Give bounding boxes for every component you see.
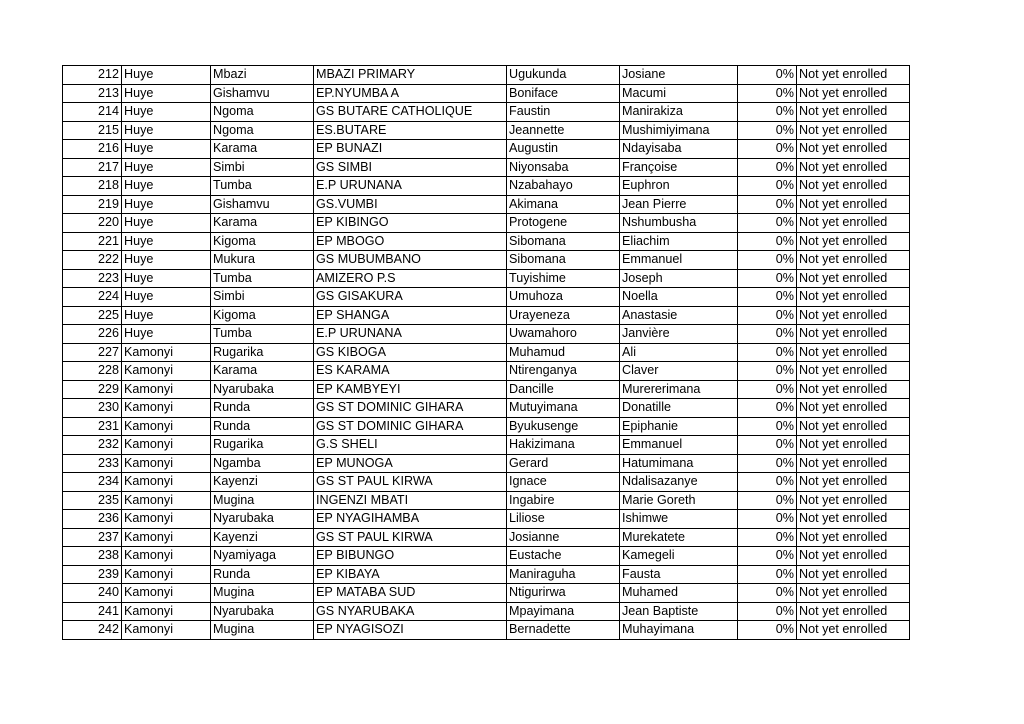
district-cell: Huye xyxy=(122,269,211,288)
status-cell: Not yet enrolled xyxy=(797,251,910,270)
first-name-cell: Liliose xyxy=(507,510,620,529)
table-row xyxy=(63,158,910,177)
last-name-cell: Hatumimana xyxy=(620,454,738,473)
row-number-cell: 231 xyxy=(63,417,122,436)
table-row xyxy=(63,103,910,122)
progress-cell: 0% xyxy=(738,399,797,418)
status-cell: Not yet enrolled xyxy=(797,565,910,584)
first-name-cell: Maniraguha xyxy=(507,565,620,584)
sector-cell: Ngoma xyxy=(211,103,314,122)
last-name-cell: Mushimiyimana xyxy=(620,121,738,140)
last-name-cell: Murekatete xyxy=(620,528,738,547)
first-name-cell: Tuyishime xyxy=(507,269,620,288)
table-row xyxy=(63,436,910,455)
status-cell: Not yet enrolled xyxy=(797,454,910,473)
row-number-cell: 233 xyxy=(63,454,122,473)
school-cell: GS ST PAUL KIRWA xyxy=(314,473,507,492)
district-cell: Huye xyxy=(122,121,211,140)
first-name-cell: Muhamud xyxy=(507,343,620,362)
progress-cell: 0% xyxy=(738,66,797,85)
status-cell: Not yet enrolled xyxy=(797,584,910,603)
sector-cell: Nyarubaka xyxy=(211,380,314,399)
progress-cell: 0% xyxy=(738,232,797,251)
row-number-cell: 238 xyxy=(63,547,122,566)
table-row xyxy=(63,121,910,140)
table-row xyxy=(63,269,910,288)
status-cell: Not yet enrolled xyxy=(797,491,910,510)
first-name-cell: Byukusenge xyxy=(507,417,620,436)
district-cell: Huye xyxy=(122,177,211,196)
district-cell: Huye xyxy=(122,66,211,85)
progress-cell: 0% xyxy=(738,269,797,288)
district-cell: Huye xyxy=(122,103,211,122)
first-name-cell: Ntirenganya xyxy=(507,362,620,381)
district-cell: Kamonyi xyxy=(122,565,211,584)
school-cell: E.P URUNANA xyxy=(314,325,507,344)
progress-cell: 0% xyxy=(738,454,797,473)
table-row xyxy=(63,66,910,85)
school-cell: EP MUNOGA xyxy=(314,454,507,473)
school-cell: ES.BUTARE xyxy=(314,121,507,140)
last-name-cell: Nshumbusha xyxy=(620,214,738,233)
progress-cell: 0% xyxy=(738,103,797,122)
status-cell: Not yet enrolled xyxy=(797,158,910,177)
progress-cell: 0% xyxy=(738,362,797,381)
status-cell: Not yet enrolled xyxy=(797,621,910,640)
sector-cell: Tumba xyxy=(211,269,314,288)
last-name-cell: Ndalisazanye xyxy=(620,473,738,492)
sector-cell: Mugina xyxy=(211,491,314,510)
row-number-cell: 213 xyxy=(63,84,122,103)
sector-cell: Runda xyxy=(211,399,314,418)
progress-cell: 0% xyxy=(738,417,797,436)
sector-cell: Ngoma xyxy=(211,121,314,140)
school-cell: EP NYAGISOZI xyxy=(314,621,507,640)
first-name-cell: Augustin xyxy=(507,140,620,159)
district-cell: Kamonyi xyxy=(122,528,211,547)
progress-cell: 0% xyxy=(738,177,797,196)
sector-cell: Karama xyxy=(211,214,314,233)
status-cell: Not yet enrolled xyxy=(797,288,910,307)
progress-cell: 0% xyxy=(738,491,797,510)
school-cell: EP KAMBYEYI xyxy=(314,380,507,399)
district-cell: Huye xyxy=(122,288,211,307)
school-cell: GS MUBUMBANO xyxy=(314,251,507,270)
first-name-cell: Uwamahoro xyxy=(507,325,620,344)
row-number-cell: 212 xyxy=(63,66,122,85)
row-number-cell: 220 xyxy=(63,214,122,233)
progress-cell: 0% xyxy=(738,140,797,159)
sector-cell: Kayenzi xyxy=(211,473,314,492)
table-row xyxy=(63,584,910,603)
status-cell: Not yet enrolled xyxy=(797,510,910,529)
last-name-cell: Emmanuel xyxy=(620,436,738,455)
first-name-cell: Niyonsaba xyxy=(507,158,620,177)
school-cell: GS SIMBI xyxy=(314,158,507,177)
table-row xyxy=(63,528,910,547)
row-number-cell: 218 xyxy=(63,177,122,196)
table-row xyxy=(63,510,910,529)
district-cell: Huye xyxy=(122,158,211,177)
district-cell: Huye xyxy=(122,140,211,159)
district-cell: Kamonyi xyxy=(122,621,211,640)
progress-cell: 0% xyxy=(738,288,797,307)
district-cell: Huye xyxy=(122,325,211,344)
sector-cell: Tumba xyxy=(211,325,314,344)
row-number-cell: 229 xyxy=(63,380,122,399)
status-cell: Not yet enrolled xyxy=(797,306,910,325)
school-cell: MBAZI PRIMARY xyxy=(314,66,507,85)
school-cell: EP KIBAYA xyxy=(314,565,507,584)
district-cell: Huye xyxy=(122,84,211,103)
row-number-cell: 237 xyxy=(63,528,122,547)
last-name-cell: Epiphanie xyxy=(620,417,738,436)
row-number-cell: 236 xyxy=(63,510,122,529)
row-number-cell: 228 xyxy=(63,362,122,381)
table-row xyxy=(63,177,910,196)
first-name-cell: Gerard xyxy=(507,454,620,473)
first-name-cell: Faustin xyxy=(507,103,620,122)
row-number-cell: 230 xyxy=(63,399,122,418)
school-cell: EP NYAGIHAMBA xyxy=(314,510,507,529)
progress-cell: 0% xyxy=(738,251,797,270)
row-number-cell: 214 xyxy=(63,103,122,122)
table-row xyxy=(63,214,910,233)
row-number-cell: 215 xyxy=(63,121,122,140)
first-name-cell: Bernadette xyxy=(507,621,620,640)
school-cell: G.S SHELI xyxy=(314,436,507,455)
table-row xyxy=(63,251,910,270)
status-cell: Not yet enrolled xyxy=(797,602,910,621)
table-row xyxy=(63,473,910,492)
table-row xyxy=(63,380,910,399)
row-number-cell: 241 xyxy=(63,602,122,621)
district-cell: Huye xyxy=(122,195,211,214)
progress-cell: 0% xyxy=(738,84,797,103)
last-name-cell: Jean Pierre xyxy=(620,195,738,214)
row-number-cell: 239 xyxy=(63,565,122,584)
district-cell: Kamonyi xyxy=(122,343,211,362)
first-name-cell: Josianne xyxy=(507,528,620,547)
last-name-cell: Murererimana xyxy=(620,380,738,399)
sector-cell: Mugina xyxy=(211,584,314,603)
sector-cell: Mukura xyxy=(211,251,314,270)
first-name-cell: Hakizimana xyxy=(507,436,620,455)
school-cell: GS KIBOGA xyxy=(314,343,507,362)
last-name-cell: Noella xyxy=(620,288,738,307)
progress-cell: 0% xyxy=(738,510,797,529)
school-cell: ES KARAMA xyxy=(314,362,507,381)
progress-cell: 0% xyxy=(738,380,797,399)
district-cell: Kamonyi xyxy=(122,454,211,473)
progress-cell: 0% xyxy=(738,584,797,603)
sector-cell: Tumba xyxy=(211,177,314,196)
last-name-cell: Emmanuel xyxy=(620,251,738,270)
district-cell: Huye xyxy=(122,214,211,233)
table-row xyxy=(63,195,910,214)
school-cell: EP BUNAZI xyxy=(314,140,507,159)
row-number-cell: 240 xyxy=(63,584,122,603)
table-row xyxy=(63,565,910,584)
sector-cell: Nyamiyaga xyxy=(211,547,314,566)
status-cell: Not yet enrolled xyxy=(797,547,910,566)
district-cell: Kamonyi xyxy=(122,417,211,436)
last-name-cell: Jean Baptiste xyxy=(620,602,738,621)
row-number-cell: 223 xyxy=(63,269,122,288)
district-cell: Kamonyi xyxy=(122,362,211,381)
school-cell: GS GISAKURA xyxy=(314,288,507,307)
first-name-cell: Ingabire xyxy=(507,491,620,510)
first-name-cell: Boniface xyxy=(507,84,620,103)
last-name-cell: Fausta xyxy=(620,565,738,584)
row-number-cell: 216 xyxy=(63,140,122,159)
last-name-cell: Anastasie xyxy=(620,306,738,325)
district-cell: Kamonyi xyxy=(122,399,211,418)
first-name-cell: Protogene xyxy=(507,214,620,233)
status-cell: Not yet enrolled xyxy=(797,436,910,455)
status-cell: Not yet enrolled xyxy=(797,232,910,251)
progress-cell: 0% xyxy=(738,158,797,177)
last-name-cell: Janvière xyxy=(620,325,738,344)
first-name-cell: Umuhoza xyxy=(507,288,620,307)
school-cell: GS NYARUBAKA xyxy=(314,602,507,621)
status-cell: Not yet enrolled xyxy=(797,66,910,85)
sector-cell: Gishamvu xyxy=(211,84,314,103)
last-name-cell: Kamegeli xyxy=(620,547,738,566)
school-cell: GS ST DOMINIC GIHARA xyxy=(314,399,507,418)
row-number-cell: 227 xyxy=(63,343,122,362)
district-cell: Kamonyi xyxy=(122,380,211,399)
status-cell: Not yet enrolled xyxy=(797,177,910,196)
school-cell: EP.NYUMBA A xyxy=(314,84,507,103)
status-cell: Not yet enrolled xyxy=(797,214,910,233)
sector-cell: Mbazi xyxy=(211,66,314,85)
district-cell: Huye xyxy=(122,232,211,251)
progress-cell: 0% xyxy=(738,121,797,140)
school-cell: INGENZI MBATI xyxy=(314,491,507,510)
table-row xyxy=(63,306,910,325)
status-cell: Not yet enrolled xyxy=(797,473,910,492)
district-cell: Huye xyxy=(122,306,211,325)
last-name-cell: Donatille xyxy=(620,399,738,418)
district-cell: Kamonyi xyxy=(122,547,211,566)
first-name-cell: Sibomana xyxy=(507,232,620,251)
first-name-cell: Eustache xyxy=(507,547,620,566)
status-cell: Not yet enrolled xyxy=(797,343,910,362)
row-number-cell: 226 xyxy=(63,325,122,344)
sector-cell: Karama xyxy=(211,140,314,159)
table-row xyxy=(63,232,910,251)
district-cell: Kamonyi xyxy=(122,510,211,529)
first-name-cell: Sibomana xyxy=(507,251,620,270)
first-name-cell: Dancille xyxy=(507,380,620,399)
sector-cell: Nyarubaka xyxy=(211,510,314,529)
status-cell: Not yet enrolled xyxy=(797,417,910,436)
status-cell: Not yet enrolled xyxy=(797,528,910,547)
school-cell: EP MBOGO xyxy=(314,232,507,251)
sector-cell: Rugarika xyxy=(211,343,314,362)
district-cell: Kamonyi xyxy=(122,436,211,455)
row-number-cell: 235 xyxy=(63,491,122,510)
status-cell: Not yet enrolled xyxy=(797,140,910,159)
status-cell: Not yet enrolled xyxy=(797,380,910,399)
first-name-cell: Mutuyimana xyxy=(507,399,620,418)
school-cell: E.P URUNANA xyxy=(314,177,507,196)
table-row xyxy=(63,547,910,566)
last-name-cell: Macumi xyxy=(620,84,738,103)
first-name-cell: Akimana xyxy=(507,195,620,214)
last-name-cell: Marie Goreth xyxy=(620,491,738,510)
row-number-cell: 221 xyxy=(63,232,122,251)
status-cell: Not yet enrolled xyxy=(797,362,910,381)
school-cell: EP KIBINGO xyxy=(314,214,507,233)
school-cell: EP MATABA SUD xyxy=(314,584,507,603)
last-name-cell: Euphron xyxy=(620,177,738,196)
first-name-cell: Ignace xyxy=(507,473,620,492)
status-cell: Not yet enrolled xyxy=(797,84,910,103)
school-cell: GS ST DOMINIC GIHARA xyxy=(314,417,507,436)
last-name-cell: Ishimwe xyxy=(620,510,738,529)
district-cell: Kamonyi xyxy=(122,602,211,621)
first-name-cell: Mpayimana xyxy=(507,602,620,621)
last-name-cell: Eliachim xyxy=(620,232,738,251)
sector-cell: Runda xyxy=(211,417,314,436)
table-row xyxy=(63,288,910,307)
progress-cell: 0% xyxy=(738,325,797,344)
spreadsheet-page xyxy=(62,65,910,640)
last-name-cell: Josiane xyxy=(620,66,738,85)
district-cell: Huye xyxy=(122,251,211,270)
table-row xyxy=(63,84,910,103)
first-name-cell: Nzabahayo xyxy=(507,177,620,196)
school-cell: GS.VUMBI xyxy=(314,195,507,214)
progress-cell: 0% xyxy=(738,602,797,621)
table-row xyxy=(63,362,910,381)
status-cell: Not yet enrolled xyxy=(797,121,910,140)
progress-cell: 0% xyxy=(738,473,797,492)
first-name-cell: Ntigurirwa xyxy=(507,584,620,603)
sector-cell: Simbi xyxy=(211,158,314,177)
table-row xyxy=(63,325,910,344)
school-cell: AMIZERO P.S xyxy=(314,269,507,288)
last-name-cell: Muhamed xyxy=(620,584,738,603)
table-row xyxy=(63,454,910,473)
progress-cell: 0% xyxy=(738,306,797,325)
row-number-cell: 234 xyxy=(63,473,122,492)
table-body xyxy=(63,66,910,640)
status-cell: Not yet enrolled xyxy=(797,399,910,418)
sector-cell: Runda xyxy=(211,565,314,584)
row-number-cell: 225 xyxy=(63,306,122,325)
enrollment-table xyxy=(62,65,910,640)
last-name-cell: Claver xyxy=(620,362,738,381)
last-name-cell: Muhayimana xyxy=(620,621,738,640)
progress-cell: 0% xyxy=(738,547,797,566)
first-name-cell: Urayeneza xyxy=(507,306,620,325)
progress-cell: 0% xyxy=(738,195,797,214)
table-row xyxy=(63,399,910,418)
table-row xyxy=(63,417,910,436)
row-number-cell: 232 xyxy=(63,436,122,455)
school-cell: EP BIBUNGO xyxy=(314,547,507,566)
sector-cell: Simbi xyxy=(211,288,314,307)
progress-cell: 0% xyxy=(738,436,797,455)
sector-cell: Karama xyxy=(211,362,314,381)
sector-cell: Nyarubaka xyxy=(211,602,314,621)
table-row xyxy=(63,621,910,640)
last-name-cell: Françoise xyxy=(620,158,738,177)
school-cell: GS BUTARE CATHOLIQUE xyxy=(314,103,507,122)
last-name-cell: Ali xyxy=(620,343,738,362)
table-row xyxy=(63,343,910,362)
status-cell: Not yet enrolled xyxy=(797,195,910,214)
row-number-cell: 242 xyxy=(63,621,122,640)
school-cell: GS ST PAUL KIRWA xyxy=(314,528,507,547)
first-name-cell: Jeannette xyxy=(507,121,620,140)
sector-cell: Ngamba xyxy=(211,454,314,473)
table-row xyxy=(63,140,910,159)
district-cell: Kamonyi xyxy=(122,473,211,492)
row-number-cell: 219 xyxy=(63,195,122,214)
last-name-cell: Joseph xyxy=(620,269,738,288)
status-cell: Not yet enrolled xyxy=(797,325,910,344)
sector-cell: Kayenzi xyxy=(211,528,314,547)
sector-cell: Mugina xyxy=(211,621,314,640)
sector-cell: Kigoma xyxy=(211,306,314,325)
row-number-cell: 217 xyxy=(63,158,122,177)
last-name-cell: Ndayisaba xyxy=(620,140,738,159)
progress-cell: 0% xyxy=(738,565,797,584)
district-cell: Kamonyi xyxy=(122,584,211,603)
progress-cell: 0% xyxy=(738,528,797,547)
table-row xyxy=(63,491,910,510)
first-name-cell: Ugukunda xyxy=(507,66,620,85)
table-row xyxy=(63,602,910,621)
sector-cell: Kigoma xyxy=(211,232,314,251)
status-cell: Not yet enrolled xyxy=(797,269,910,288)
sector-cell: Rugarika xyxy=(211,436,314,455)
progress-cell: 0% xyxy=(738,621,797,640)
status-cell: Not yet enrolled xyxy=(797,103,910,122)
row-number-cell: 222 xyxy=(63,251,122,270)
sector-cell: Gishamvu xyxy=(211,195,314,214)
school-cell: EP SHANGA xyxy=(314,306,507,325)
district-cell: Kamonyi xyxy=(122,491,211,510)
progress-cell: 0% xyxy=(738,343,797,362)
progress-cell: 0% xyxy=(738,214,797,233)
row-number-cell: 224 xyxy=(63,288,122,307)
last-name-cell: Manirakiza xyxy=(620,103,738,122)
